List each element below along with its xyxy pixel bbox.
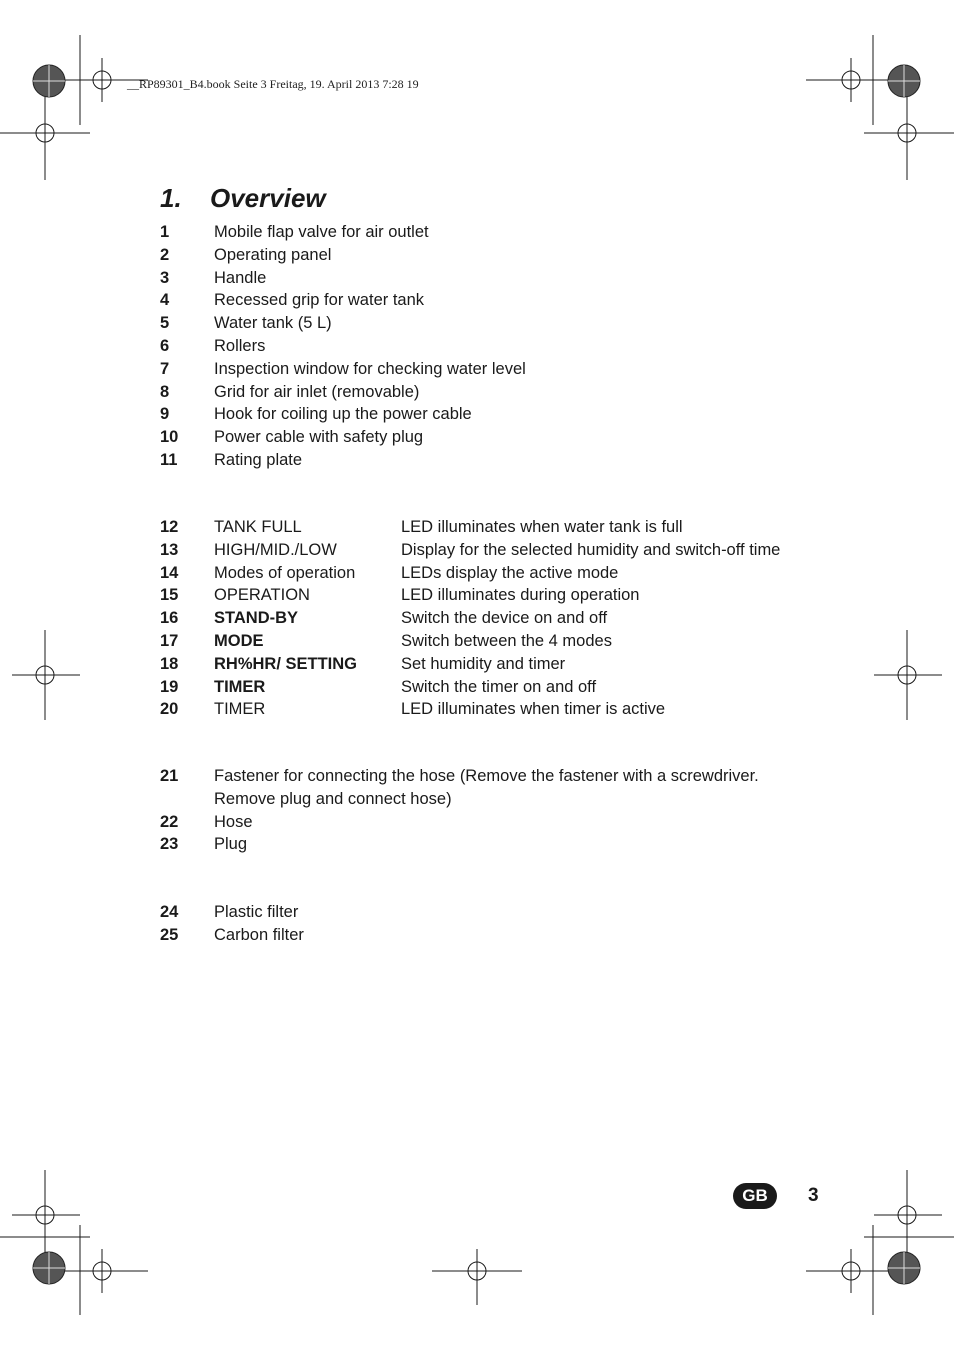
item-label: Hook for coiling up the power cable [214, 405, 472, 424]
item-label: Modes of operation [214, 563, 356, 582]
item-label: TIMER [214, 700, 266, 719]
item-number: 6 [160, 336, 170, 355]
item-label: Operating panel [214, 245, 332, 264]
item-label: Handle [214, 268, 267, 287]
item-number: 12 [160, 518, 179, 536]
item-label: Fastener for connecting the hose (Remove the fastener with a screwdriver. Remove plug and connect hose) [214, 767, 759, 808]
item-description: LED illuminates when timer is active [401, 700, 666, 719]
print-file-header: __RP89301_B4.book Seite 3 Freitag, 19. April 2013 7:28 19 [127, 77, 419, 91]
item-label: Rollers [214, 336, 266, 355]
item-description: LED illuminates when water tank is full [401, 518, 683, 536]
item-number: 11 [160, 450, 178, 469]
item-number: 22 [160, 812, 179, 831]
item-description: Switch between the 4 modes [401, 631, 612, 650]
item-description: Display for the selected humidity and switch-off time [401, 540, 781, 559]
item-number: 1 [160, 223, 170, 241]
item-number: 16 [160, 609, 179, 628]
item-label: Mobile flap valve for air outlet [214, 223, 429, 241]
item-label: Power cable with safety plug [214, 428, 424, 447]
item-label: HIGH/MID./LOW [214, 540, 337, 559]
item-number: 4 [160, 291, 170, 310]
item-number: 9 [160, 405, 170, 424]
item-label: Grid for air inlet (removable) [214, 382, 420, 401]
item-description: LEDs display the active mode [401, 563, 619, 582]
item-description: Set humidity and timer [401, 654, 566, 673]
item-number: 23 [160, 835, 179, 854]
item-label: Recessed grip for water tank [214, 291, 425, 310]
section-number: 1. [160, 183, 182, 213]
item-number: 24 [160, 903, 179, 921]
item-label: Hose [214, 812, 253, 831]
page-number: 3 [808, 1185, 819, 1206]
item-number: 18 [160, 654, 179, 673]
item-label: Plastic filter [214, 903, 299, 921]
item-label: TANK FULL [214, 518, 302, 536]
item-number: 3 [160, 268, 170, 287]
item-number: 8 [160, 382, 170, 401]
item-label: RH%HR/ SETTING [214, 654, 358, 673]
item-label: STAND-BY [214, 609, 299, 628]
item-number: 19 [160, 677, 179, 696]
item-label: Carbon filter [214, 925, 304, 944]
item-number: 5 [160, 314, 170, 333]
item-number: 10 [160, 428, 179, 447]
item-number: 20 [160, 700, 179, 719]
item-label: Rating plate [214, 450, 303, 469]
item-number: 13 [160, 540, 179, 559]
item-description: Switch the device on and off [401, 609, 608, 628]
item-number: 2 [160, 245, 170, 264]
section-title-text: Overview [210, 183, 326, 213]
item-number: 14 [160, 563, 179, 582]
item-label: Water tank (5 L) [214, 314, 332, 333]
section-title [160, 183, 326, 214]
item-number: 7 [160, 359, 170, 378]
item-label: Inspection window for checking water level [214, 359, 526, 378]
item-number: 25 [160, 925, 179, 944]
language-badge: GB [733, 1183, 777, 1209]
item-number: 21 [160, 767, 179, 785]
item-label: Plug [214, 835, 248, 854]
item-label: TIMER [214, 677, 266, 696]
item-number: 17 [160, 631, 179, 650]
item-description: LED illuminates during operation [401, 586, 640, 605]
item-description: Switch the timer on and off [401, 677, 597, 696]
item-label: MODE [214, 631, 264, 650]
item-label: OPERATION [214, 586, 310, 605]
item-number: 15 [160, 586, 179, 605]
